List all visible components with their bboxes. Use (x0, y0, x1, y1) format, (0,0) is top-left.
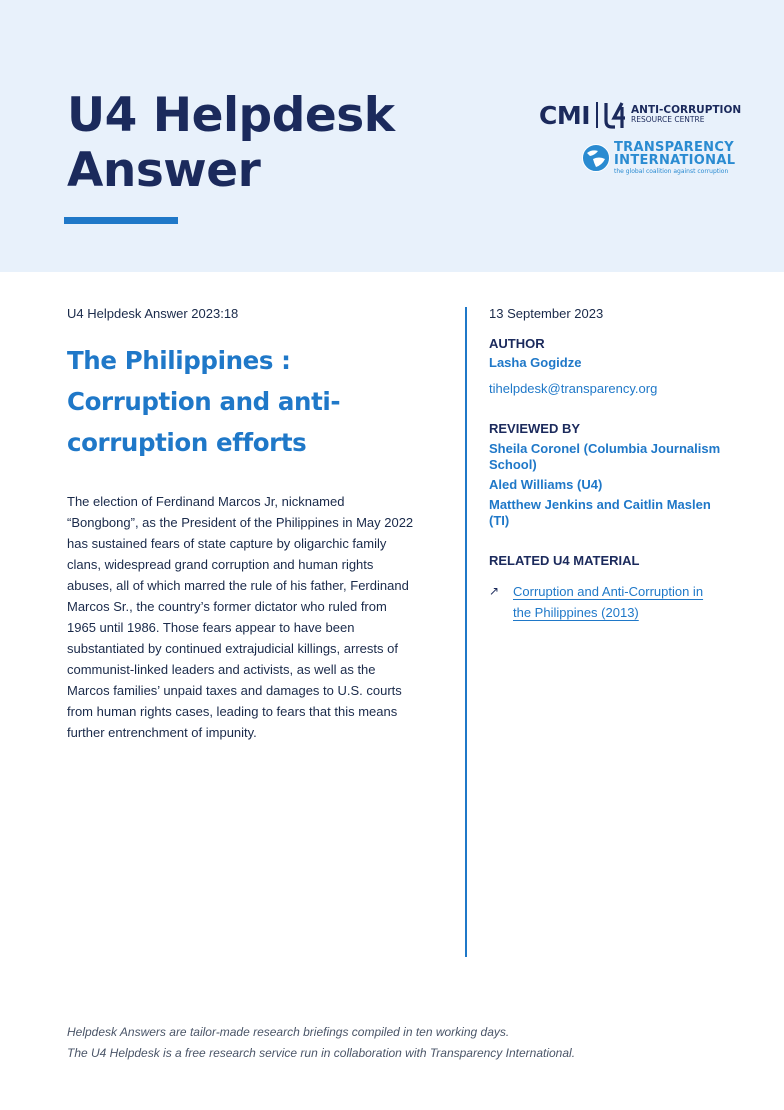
reviewer-item (489, 497, 739, 529)
abstract-line: “Bongbong”, as the President of the Philippines in May 2022 (67, 515, 414, 530)
abstract-line: Marcos families’ unpaid taxes and damages to U.S. courts (67, 683, 402, 698)
ti-logo-text (614, 141, 735, 175)
author-email-link[interactable]: tihelpdesk@transparency.org (489, 381, 658, 396)
logo-separator (596, 102, 598, 128)
abstract-line: Marcos Sr., the country’s former dictator who ruled from (67, 599, 387, 614)
document-title-line: The Philippines : (67, 346, 291, 375)
ti-logo-line-2: INTERNATIONAL (614, 153, 736, 168)
cmi-u4-logo (539, 100, 741, 130)
document-title (67, 340, 427, 463)
cmi-logo-text: CMI (539, 100, 591, 130)
reviewer-item (489, 441, 739, 473)
abstract-line: abuses, all of which marred the rule of his father, Ferdinand (67, 578, 409, 593)
reviewer-item (489, 477, 739, 493)
ti-logo-line-1: TRANSPARENCY (614, 140, 734, 155)
page-title-line-1: U4 Helpdesk (67, 88, 395, 143)
u4-logo-text (631, 105, 741, 125)
publication-date: 13 September 2023 (489, 306, 604, 321)
related-link-line: Corruption and Anti-Corruption in (513, 584, 704, 599)
abstract-line: The election of Ferdinand Marcos Jr, nicknamed (67, 494, 345, 509)
external-link-icon: ↗ (489, 584, 500, 598)
document-title-line: Corruption and anti- (67, 387, 341, 416)
metadata-sidebar (489, 306, 739, 623)
page-title-line-2: Answer (67, 143, 261, 198)
reviewer-line: Aled Williams (U4) (489, 477, 603, 492)
series-number: U4 Helpdesk Answer 2023:18 (67, 306, 239, 321)
author-name: Lasha Gogidze (489, 355, 582, 370)
author-label: AUTHOR (489, 336, 545, 351)
reviewer-line: School) (489, 457, 537, 472)
footer-note (67, 1022, 575, 1064)
abstract-line: substantiated by continued extrajudicial killings, arrests of (67, 641, 398, 656)
abstract-line: 1965 until 1986. Those fears appear to have been (67, 620, 355, 635)
related-link-line: the Philippines (2013) (513, 605, 639, 620)
transparency-international-logo (581, 141, 735, 175)
abstract-line: from human rights cases, leading to fears that this means (67, 704, 398, 719)
abstract-line: clans, widespread grand corruption and human rights (67, 557, 374, 572)
related-material-item[interactable] (489, 581, 739, 623)
abstract-line: further entrenchment of impunity. (67, 725, 257, 740)
u4-logo-line-2: RESOURCE CENTRE (631, 115, 705, 124)
main-column (67, 306, 427, 743)
page-title (67, 88, 394, 198)
related-material-label: RELATED U4 MATERIAL (489, 553, 640, 568)
title-underline-bar (64, 217, 178, 224)
footer-line-2: The U4 Helpdesk is a free research service run in collaboration with Transparency International. (67, 1046, 576, 1060)
reviewer-line: Sheila Coronel (Columbia Journalism (489, 441, 721, 456)
ti-logo-tagline: the global coalition against corruption (614, 168, 729, 175)
abstract-line: communist-linked leaders and activists, as well as the (67, 662, 376, 677)
abstract-paragraph (67, 491, 427, 743)
u4-logo-line-1: ANTI-CORRUPTION (631, 104, 742, 116)
u4-logo-icon (603, 101, 627, 129)
reviewer-line: (TI) (489, 513, 510, 528)
header-band (0, 0, 784, 272)
document-title-line: corruption efforts (67, 428, 307, 457)
related-material-link[interactable] (513, 581, 703, 623)
abstract-line: has sustained fears of state capture by oligarchic family (67, 536, 387, 551)
ti-globe-icon (581, 143, 611, 173)
reviewer-line: Matthew Jenkins and Caitlin Maslen (489, 497, 711, 512)
reviewed-by-label: REVIEWED BY (489, 421, 581, 436)
column-divider (465, 307, 467, 957)
footer-line-1: Helpdesk Answers are tailor-made research briefings compiled in ten working days. (67, 1025, 510, 1039)
